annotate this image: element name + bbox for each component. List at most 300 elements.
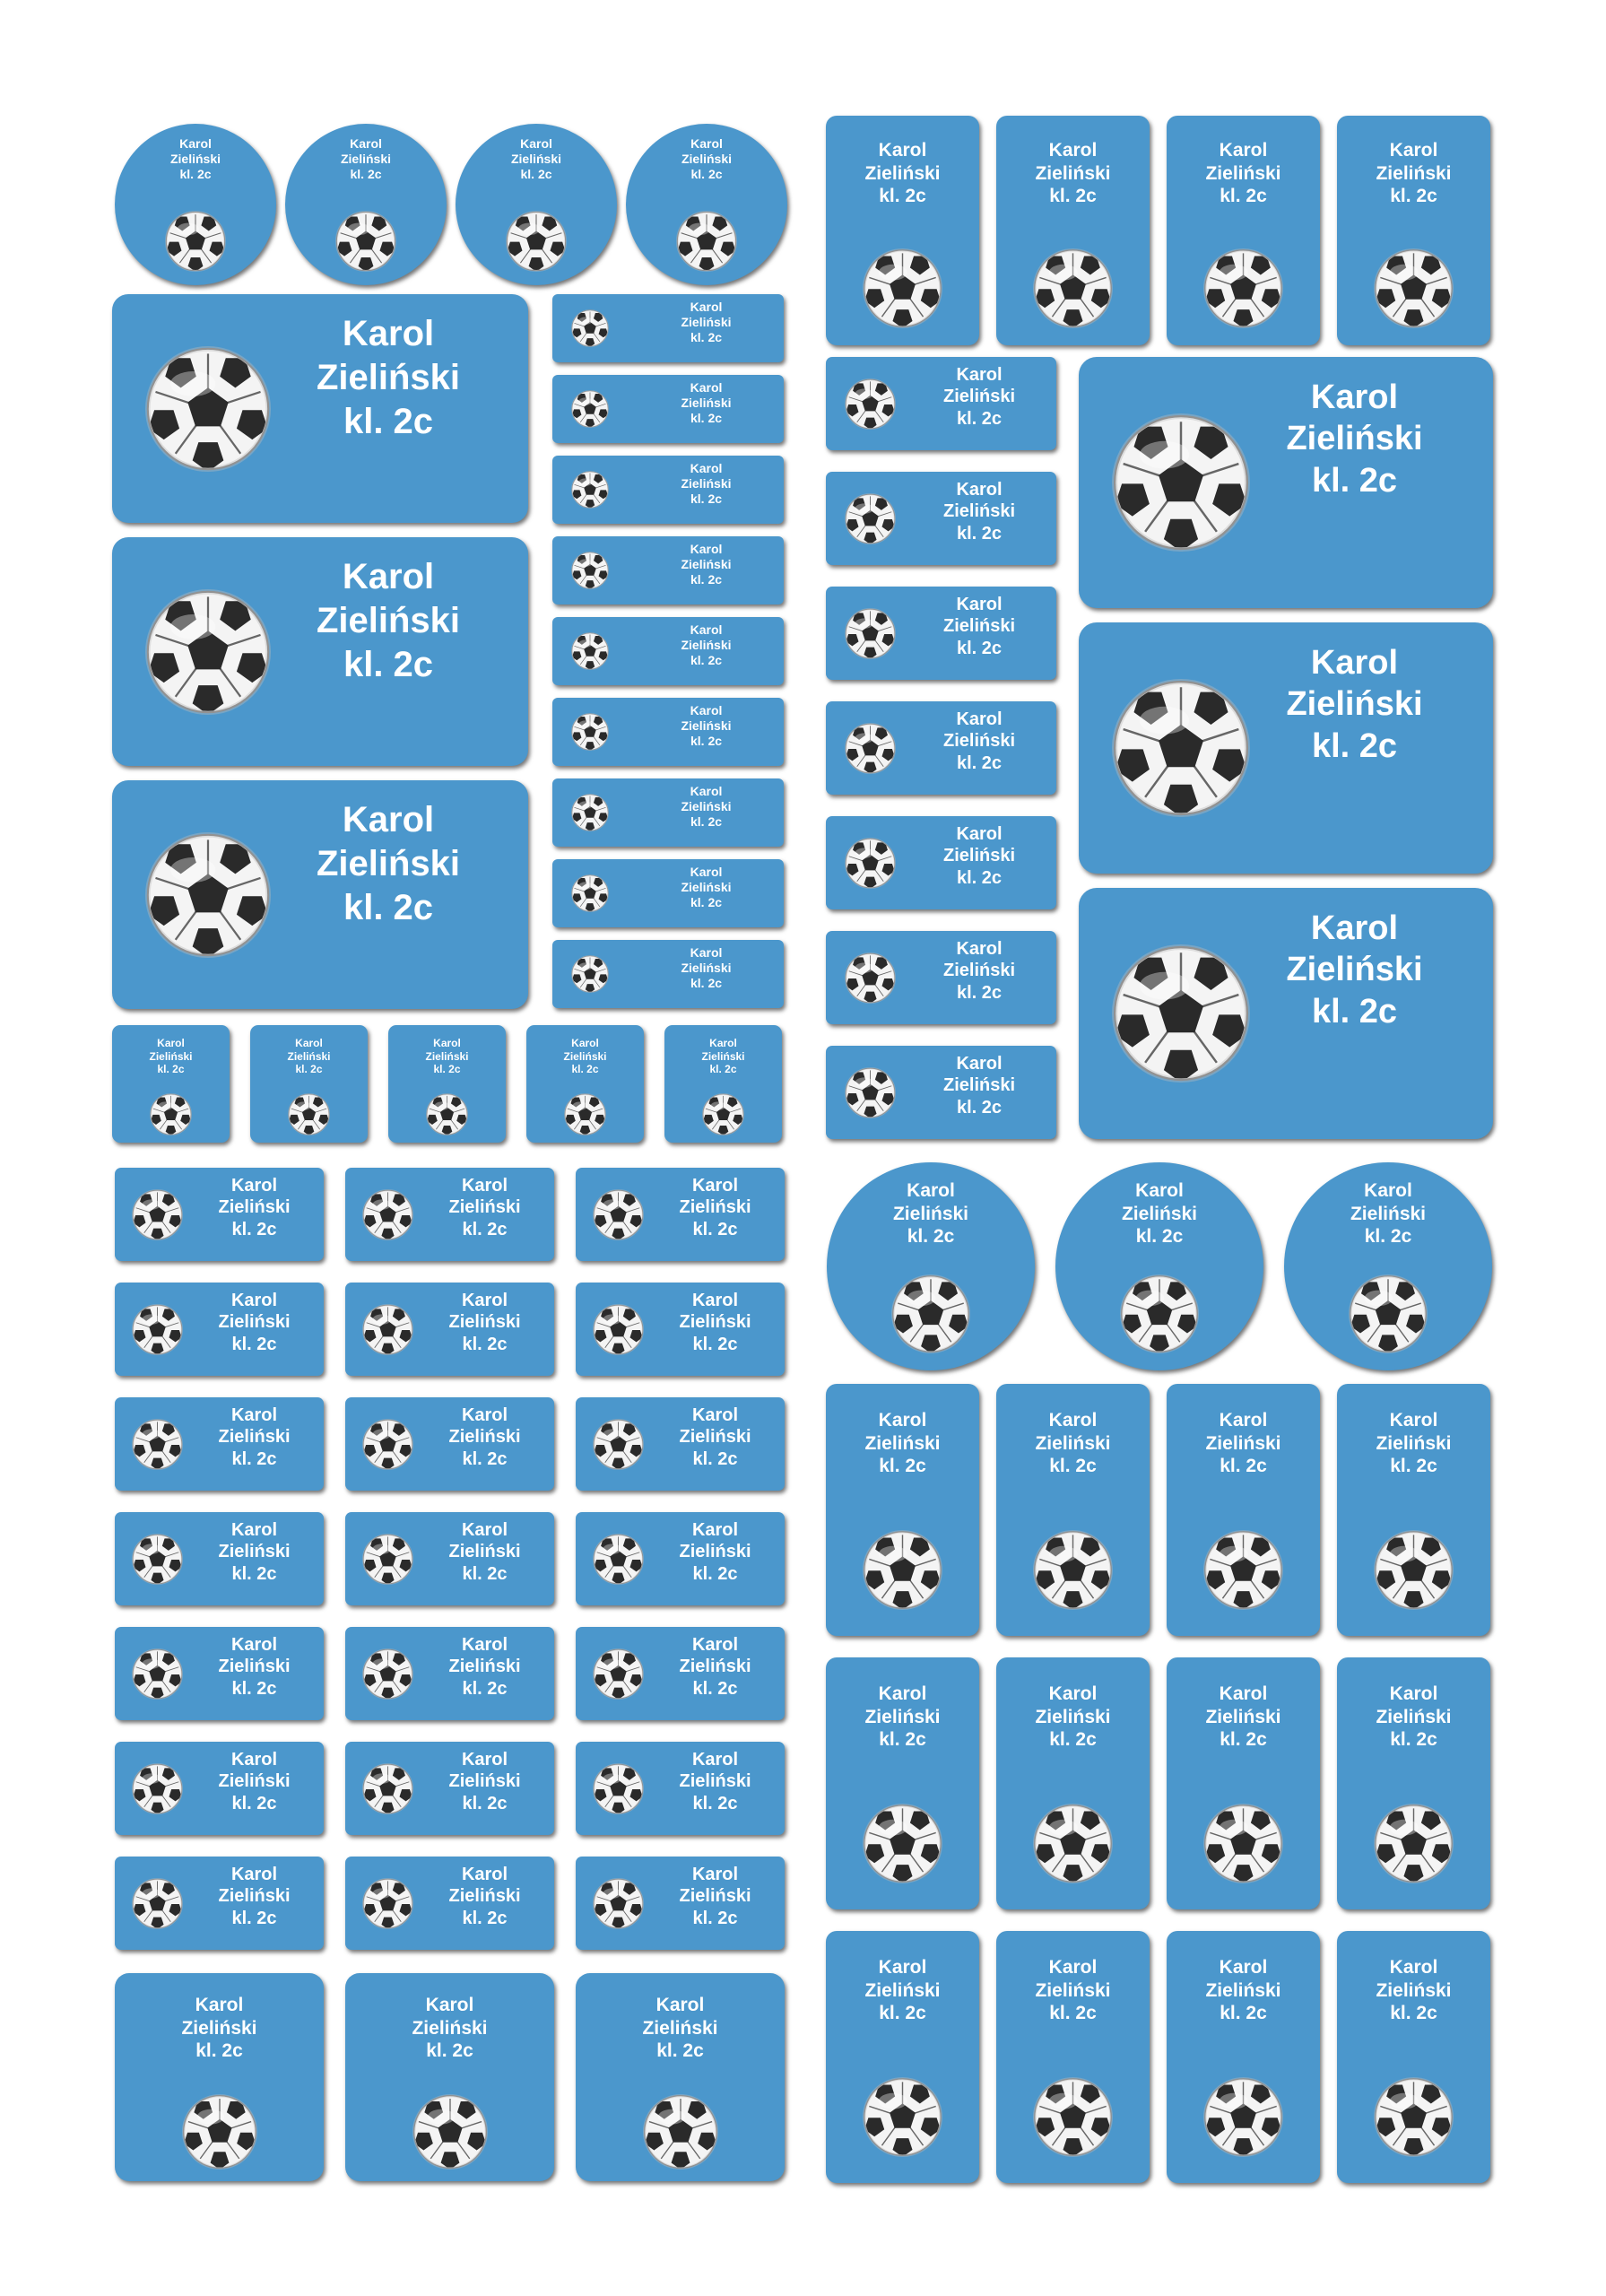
sticker-name-line: Karol [179, 136, 212, 151]
name-sticker-large-rectangle-right [1079, 622, 1493, 874]
sticker-text [425, 1749, 544, 1814]
name-sticker-portrait [826, 1384, 979, 1636]
name-sticker-large-rectangle-left [112, 294, 528, 523]
sticker-text [640, 703, 772, 749]
name-sticker-slim-rectangle [552, 375, 784, 443]
sticker-class-line: kl. 2c [571, 1063, 599, 1076]
sticker-name-line: Karol [461, 1291, 508, 1310]
soccer-ball-icon [362, 1304, 413, 1355]
name-sticker-small-rectangle [826, 587, 1056, 680]
sticker-class-line: kl. 2c [956, 408, 1003, 429]
sticker-text [388, 1037, 506, 1076]
name-sticker-portrait [1337, 1931, 1490, 2183]
soccer-ball-icon [863, 2077, 942, 2157]
sticker-text [425, 1519, 544, 1585]
name-sticker-square [576, 1973, 785, 2181]
sticker-name-line: Karol [1310, 378, 1399, 416]
soccer-ball-icon [132, 1878, 183, 1929]
soccer-ball-icon [571, 471, 609, 509]
sticker-name-line: Zieliński [316, 843, 461, 883]
sticker-name-line: Zieliński [942, 846, 1016, 866]
sticker-class-line: kl. 2c [692, 1219, 738, 1239]
name-sticker-slim-rectangle [552, 698, 784, 766]
sticker-name-line: Zieliński [942, 501, 1016, 522]
sticker-class-line: kl. 2c [1311, 992, 1398, 1031]
sticker-class-line: kl. 2c [690, 976, 723, 991]
sticker-name-line: Zieliński [1376, 1706, 1452, 1727]
sticker-text [655, 1519, 775, 1585]
sticker-name-line: Zieliński [218, 1542, 291, 1562]
sticker-name-line: Karol [878, 1410, 927, 1431]
soccer-ball-icon [845, 378, 896, 430]
sticker-name-line: Zieliński [448, 1542, 521, 1562]
soccer-ball-icon [1203, 1530, 1283, 1610]
sticker-text [195, 1519, 314, 1585]
sticker-name-line: Zieliński [679, 1886, 751, 1907]
sticker-class-line: kl. 2c [462, 1563, 508, 1584]
soccer-ball-icon [335, 211, 396, 272]
sticker-name-line: Karol [1310, 909, 1399, 947]
sticker-name-line: Zieliński [412, 2017, 488, 2039]
sticker-name-line: Karol [230, 1291, 278, 1310]
sticker-class-line: kl. 2c [179, 167, 212, 182]
sticker-class-line: kl. 2c [1390, 2003, 1437, 2024]
sticker-class-line: kl. 2c [907, 1226, 955, 1248]
sticker-name-line: Karol [690, 622, 723, 637]
sticker-class-line: kl. 2c [692, 1678, 738, 1699]
sticker-text [640, 865, 772, 910]
name-sticker-mini-square [526, 1025, 644, 1143]
sticker-class-line: kl. 2c [350, 167, 382, 182]
soccer-ball-icon [593, 1534, 644, 1585]
sticker-text [425, 1290, 544, 1355]
name-sticker-portrait [996, 1657, 1150, 1909]
sticker-class-line: kl. 2c [462, 1448, 508, 1469]
sticker-name-line: Zieliński [218, 1657, 291, 1677]
sticker-text [195, 1175, 314, 1240]
sticker-name-line: Karol [956, 709, 1003, 729]
name-sticker-small-rectangle-grid [115, 1512, 324, 1605]
sticker-name-line: Zieliński [1035, 1432, 1111, 1454]
sticker-name-line: Zieliński [1035, 162, 1111, 184]
sticker-text [914, 594, 1045, 659]
name-sticker-portrait [996, 1931, 1150, 2183]
soccer-ball-icon [891, 1274, 970, 1353]
sticker-name-line: Karol [230, 1750, 278, 1770]
soccer-ball-icon [1203, 2077, 1283, 2157]
sticker-name-line: Karol [691, 1291, 739, 1310]
sticker-name-line: Zieliński [681, 718, 732, 734]
sticker-class-line: kl. 2c [1220, 1456, 1267, 1477]
sticker-name-line: Karol [230, 1635, 278, 1655]
name-sticker-slim-rectangle [552, 617, 784, 685]
name-sticker-small-rectangle-grid [576, 1397, 785, 1491]
name-sticker-large-rectangle-right [1079, 888, 1493, 1139]
name-sticker-small-rectangle-grid [576, 1168, 785, 1261]
sticker-text [195, 1405, 314, 1470]
sticker-name-line: Karol [956, 1054, 1003, 1074]
sticker-text [1337, 139, 1490, 208]
sticker-name-line: Zieliński [1205, 162, 1281, 184]
sticker-text [1337, 1409, 1490, 1478]
sticker-name-line: Karol [157, 1037, 185, 1049]
sticker-name-line: Zieliński [425, 1049, 469, 1063]
soccer-ball-icon [1033, 1804, 1113, 1883]
sticker-class-line: kl. 2c [1135, 1226, 1184, 1248]
sticker-text [655, 1634, 775, 1700]
name-sticker-portrait [1167, 1931, 1320, 2183]
sticker-class-line: kl. 2c [956, 752, 1003, 773]
soccer-ball-icon [132, 1304, 183, 1355]
sticker-text [195, 1864, 314, 1929]
sticker-name-line: Karol [691, 1520, 739, 1540]
sticker-class-line: kl. 2c [956, 982, 1003, 1003]
sticker-class-line: kl. 2c [692, 1793, 738, 1813]
sticker-class-line: kl. 2c [709, 1063, 737, 1076]
sticker-class-line: kl. 2c [462, 1678, 508, 1699]
soccer-ball-icon [1112, 944, 1250, 1083]
name-sticker-small-rectangle [826, 357, 1056, 450]
soccer-ball-icon [1033, 1530, 1113, 1610]
sticker-name-line: Zieliński [169, 152, 221, 167]
name-sticker-portrait [1337, 1657, 1490, 1909]
sticker-class-line: kl. 2c [231, 1793, 277, 1813]
soccer-ball-icon [426, 1093, 468, 1135]
soccer-ball-icon [845, 493, 896, 544]
sticker-text [195, 1749, 314, 1814]
name-sticker-tall-rectangle [826, 116, 979, 345]
sticker-text [285, 136, 447, 182]
sticker-class-line: kl. 2c [1311, 461, 1398, 500]
sticker-name-line: Zieliński [679, 1197, 751, 1218]
soccer-ball-icon [593, 1878, 644, 1929]
soccer-ball-icon [845, 723, 896, 774]
sticker-text [425, 1405, 544, 1470]
sticker-class-line: kl. 2c [692, 1448, 738, 1469]
sticker-name-line: Karol [1364, 1180, 1412, 1201]
sticker-name-line: Zieliński [681, 880, 732, 895]
sticker-text [655, 1405, 775, 1470]
sticker-name-line: Zieliński [681, 638, 732, 653]
name-sticker-small-rectangle [826, 701, 1056, 795]
sticker-name-line: Karol [1048, 1410, 1098, 1431]
soccer-ball-icon [845, 952, 896, 1004]
sticker-name-line: Karol [461, 1635, 508, 1655]
sticker-class-line: kl. 2c [956, 867, 1003, 888]
sticker-name-line: Karol [1219, 1957, 1268, 1978]
sticker-text [1237, 908, 1472, 1032]
name-sticker-square [345, 1973, 554, 2181]
sticker-class-line: kl. 2c [1049, 2003, 1097, 2024]
soccer-ball-icon [412, 2094, 488, 2170]
sticker-text [914, 709, 1045, 774]
sticker-class-line: kl. 2c [1049, 186, 1097, 207]
sticker-text [827, 1179, 1035, 1248]
sticker-name-line: Karol [571, 1037, 599, 1049]
sticker-class-line: kl. 2c [462, 1334, 508, 1354]
sticker-class-line: kl. 2c [462, 1219, 508, 1239]
sticker-name-line: Karol [1048, 1683, 1098, 1704]
name-sticker-medium-round [1055, 1162, 1263, 1370]
sticker-name-line: Karol [1219, 1410, 1268, 1431]
sticker-name-line: Karol [907, 1180, 955, 1201]
sticker-name-line: Zieliński [681, 152, 733, 167]
sticker-name-line: Zieliński [510, 152, 562, 167]
sticker-name-line: Zieliński [1035, 1706, 1111, 1727]
sticker-class-line: kl. 2c [426, 2040, 473, 2062]
sticker-name-line: Zieliński [681, 476, 732, 491]
sticker-name-line: Zieliński [340, 152, 392, 167]
sticker-name-line: Zieliński [1376, 162, 1452, 184]
sticker-class-line: kl. 2c [690, 653, 723, 668]
soccer-ball-icon [288, 1093, 330, 1135]
sticker-text [826, 1683, 979, 1752]
sticker-text [115, 1994, 324, 2063]
sticker-name-line: Zieliński [1350, 1203, 1427, 1224]
sticker-class-line: kl. 2c [295, 1063, 323, 1076]
sticker-text [425, 1634, 544, 1700]
sticker-class-line: kl. 2c [690, 814, 723, 830]
sticker-name-line: Zieliński [1205, 1706, 1281, 1727]
sticker-name-line: Karol [461, 1405, 508, 1425]
soccer-ball-icon [1374, 1530, 1454, 1610]
soccer-ball-icon [165, 211, 226, 272]
sticker-name-line: Zieliński [181, 2017, 257, 2039]
name-sticker-portrait [826, 1657, 979, 1909]
sticker-name-line: Karol [878, 1683, 927, 1704]
sticker-class-line: kl. 2c [879, 1729, 926, 1751]
sticker-name-line: Karol [1389, 1957, 1438, 1978]
sticker-name-line: Zieliński [1376, 1979, 1452, 2001]
sticker-text [640, 300, 772, 345]
name-sticker-mini-square [250, 1025, 368, 1143]
sticker-text [250, 1037, 368, 1076]
name-sticker-portrait [1167, 1384, 1320, 1636]
sticker-name-line: Zieliński [563, 1049, 607, 1063]
sticker-name-line: Karol [425, 1995, 474, 2015]
sticker-class-line: kl. 2c [433, 1063, 461, 1076]
name-sticker-square [115, 1973, 324, 2181]
sticker-name-line: Karol [1048, 1957, 1098, 1978]
sticker-name-line: Karol [956, 824, 1003, 844]
sticker-class-line: kl. 2c [692, 1334, 738, 1354]
sticker-name-line: Karol [1219, 140, 1268, 161]
sticker-name-line: Zieliński [218, 1427, 291, 1448]
name-sticker-small-rectangle [826, 816, 1056, 909]
sticker-name-line: Zieliński [942, 387, 1016, 407]
sticker-text [914, 1053, 1045, 1118]
sticker-name-line: Zieliński [1286, 951, 1423, 989]
sticker-name-line: Zieliński [448, 1657, 521, 1677]
sticker-name-line: Karol [691, 1405, 739, 1425]
soccer-ball-icon [845, 608, 896, 659]
sticker-name-line: Karol [230, 1176, 278, 1196]
sticker-class-line: kl. 2c [692, 1563, 738, 1584]
sticker-name-line: Zieliński [942, 961, 1016, 981]
sticker-name-line: Zieliński [942, 1075, 1016, 1096]
soccer-ball-icon [863, 1804, 942, 1883]
name-sticker-large-rectangle-left [112, 780, 528, 1009]
sticker-text [655, 1749, 775, 1814]
sticker-name-line: Karol [691, 1635, 739, 1655]
sticker-class-line: kl. 2c [690, 330, 723, 345]
soccer-ball-icon [702, 1093, 744, 1135]
sticker-name-line: Zieliński [218, 1771, 291, 1792]
soccer-ball-icon [593, 1763, 644, 1814]
sticker-class-line: kl. 2c [879, 1456, 926, 1477]
sticker-name-line: Karol [691, 1176, 739, 1196]
name-sticker-small-rectangle-grid [345, 1627, 554, 1720]
sticker-name-line: Karol [520, 136, 552, 151]
sticker-text [576, 1994, 785, 2063]
name-sticker-medium-round [1284, 1162, 1492, 1370]
sticker-class-line: kl. 2c [879, 2003, 926, 2024]
sticker-class-line: kl. 2c [1390, 1456, 1437, 1477]
sticker-name-line: Zieliński [448, 1771, 521, 1792]
sticker-text [1167, 1956, 1320, 2025]
soccer-ball-icon [182, 2094, 257, 2170]
sticker-name-line: Karol [461, 1865, 508, 1884]
sticker-name-line: Karol [690, 300, 723, 314]
name-sticker-medium-round [827, 1162, 1035, 1370]
sticker-name-line: Zieliński [892, 1203, 969, 1224]
soccer-ball-icon [1112, 413, 1250, 552]
soccer-ball-icon [145, 346, 271, 472]
soccer-ball-icon [564, 1093, 606, 1135]
sticker-text [914, 364, 1045, 430]
soccer-ball-icon [571, 552, 609, 589]
name-sticker-small-round [115, 124, 276, 285]
name-sticker-small-rectangle [826, 1046, 1056, 1139]
sticker-name-line: Karol [655, 1995, 705, 2015]
name-sticker-slim-rectangle [552, 859, 784, 927]
sticker-name-line: Karol [342, 800, 435, 839]
sticker-name-line: Zieliński [679, 1542, 751, 1562]
sticker-name-line: Zieliński [864, 1432, 941, 1454]
name-sticker-small-round [285, 124, 447, 285]
name-sticker-small-round [456, 124, 617, 285]
sticker-text [1337, 1956, 1490, 2025]
sticker-name-line: Zieliński [1376, 1432, 1452, 1454]
sticker-name-line: Karol [690, 865, 723, 879]
sticker-text [1337, 1683, 1490, 1752]
sticker-name-line: Zieliński [679, 1657, 751, 1677]
sticker-name-line: Karol [690, 461, 723, 475]
sticker-text [914, 823, 1045, 889]
sticker-name-line: Karol [1389, 1683, 1438, 1704]
name-sticker-slim-rectangle [552, 778, 784, 847]
name-sticker-small-rectangle-grid [115, 1283, 324, 1376]
sticker-class-line: kl. 2c [690, 572, 723, 587]
sticker-text [996, 139, 1150, 208]
name-sticker-small-rectangle-grid [345, 1397, 554, 1491]
soccer-ball-icon [845, 838, 896, 889]
sticker-class-line: kl. 2c [195, 2040, 243, 2062]
sticker-name-line: Zieliński [864, 1706, 941, 1727]
sticker-text [826, 139, 979, 208]
name-sticker-small-rectangle-grid [345, 1168, 554, 1261]
sticker-text [526, 1037, 644, 1076]
soccer-ball-icon [145, 832, 271, 958]
sticker-name-line: Karol [691, 1865, 739, 1884]
soccer-ball-icon [362, 1419, 413, 1470]
sticker-class-line: kl. 2c [343, 644, 434, 684]
sticker-class-line: kl. 2c [1049, 1456, 1097, 1477]
sticker-class-line: kl. 2c [343, 401, 434, 441]
sticker-text [1284, 1179, 1492, 1248]
name-sticker-mini-square [388, 1025, 506, 1143]
sticker-text [996, 1683, 1150, 1752]
sticker-name-line: Zieliński [679, 1771, 751, 1792]
sticker-text [914, 938, 1045, 1004]
sticker-name-line: Zieliński [864, 1979, 941, 2001]
name-sticker-small-rectangle-grid [115, 1627, 324, 1720]
sticker-text [664, 1037, 782, 1076]
sticker-text [270, 555, 507, 686]
sticker-name-line: Karol [691, 1750, 739, 1770]
sticker-class-line: kl. 2c [692, 1908, 738, 1928]
sticker-text [456, 136, 617, 182]
soccer-ball-icon [150, 1093, 192, 1135]
sticker-name-line: Zieliński [681, 961, 732, 976]
sticker-name-line: Karol [956, 480, 1003, 500]
sticker-name-line: Zieliński [316, 357, 461, 397]
soccer-ball-icon [1203, 248, 1283, 328]
name-sticker-portrait [1337, 1384, 1490, 1636]
sticker-text [1167, 1683, 1320, 1752]
name-sticker-slim-rectangle [552, 456, 784, 524]
sticker-class-line: kl. 2c [520, 167, 552, 182]
sticker-name-line: Zieliński [681, 557, 732, 572]
sticker-name-line: Zieliński [1205, 1979, 1281, 2001]
sticker-name-line: Karol [195, 1995, 244, 2015]
sticker-text [655, 1290, 775, 1355]
soccer-ball-icon [362, 1189, 413, 1240]
sticker-name-line: Karol [461, 1176, 508, 1196]
sticker-class-line: kl. 2c [343, 887, 434, 927]
sticker-text [640, 461, 772, 507]
sticker-name-line: Zieliński [218, 1197, 291, 1218]
soccer-ball-icon [571, 794, 609, 831]
sticker-name-line: Karol [1135, 1180, 1184, 1201]
name-sticker-large-rectangle-right [1079, 357, 1493, 608]
soccer-ball-icon [845, 1067, 896, 1118]
sticker-class-line: kl. 2c [1220, 2003, 1267, 2024]
sticker-text [640, 622, 772, 668]
soccer-ball-icon [362, 1648, 413, 1700]
soccer-ball-icon [132, 1419, 183, 1470]
sticker-name-line: Zieliński [864, 162, 941, 184]
sticker-text [640, 542, 772, 587]
sticker-name-line: Karol [230, 1405, 278, 1425]
sticker-text [655, 1175, 775, 1240]
sticker-class-line: kl. 2c [462, 1793, 508, 1813]
name-sticker-small-rectangle-grid [115, 1857, 324, 1950]
sticker-text [1167, 139, 1320, 208]
soccer-ball-icon [643, 2094, 718, 2170]
sticker-class-line: kl. 2c [231, 1678, 277, 1699]
name-sticker-small-rectangle-grid [576, 1512, 785, 1605]
soccer-ball-icon [1374, 248, 1454, 328]
sticker-name-line: Karol [342, 557, 435, 596]
sticker-name-line: Karol [433, 1037, 461, 1049]
name-sticker-small-rectangle-grid [576, 1857, 785, 1950]
name-sticker-tall-rectangle [1337, 116, 1490, 345]
sticker-name-line: Zieliński [942, 731, 1016, 752]
sticker-name-line: Karol [690, 703, 723, 718]
sticker-name-line: Zieliński [679, 1312, 751, 1333]
sticker-text [826, 1409, 979, 1478]
